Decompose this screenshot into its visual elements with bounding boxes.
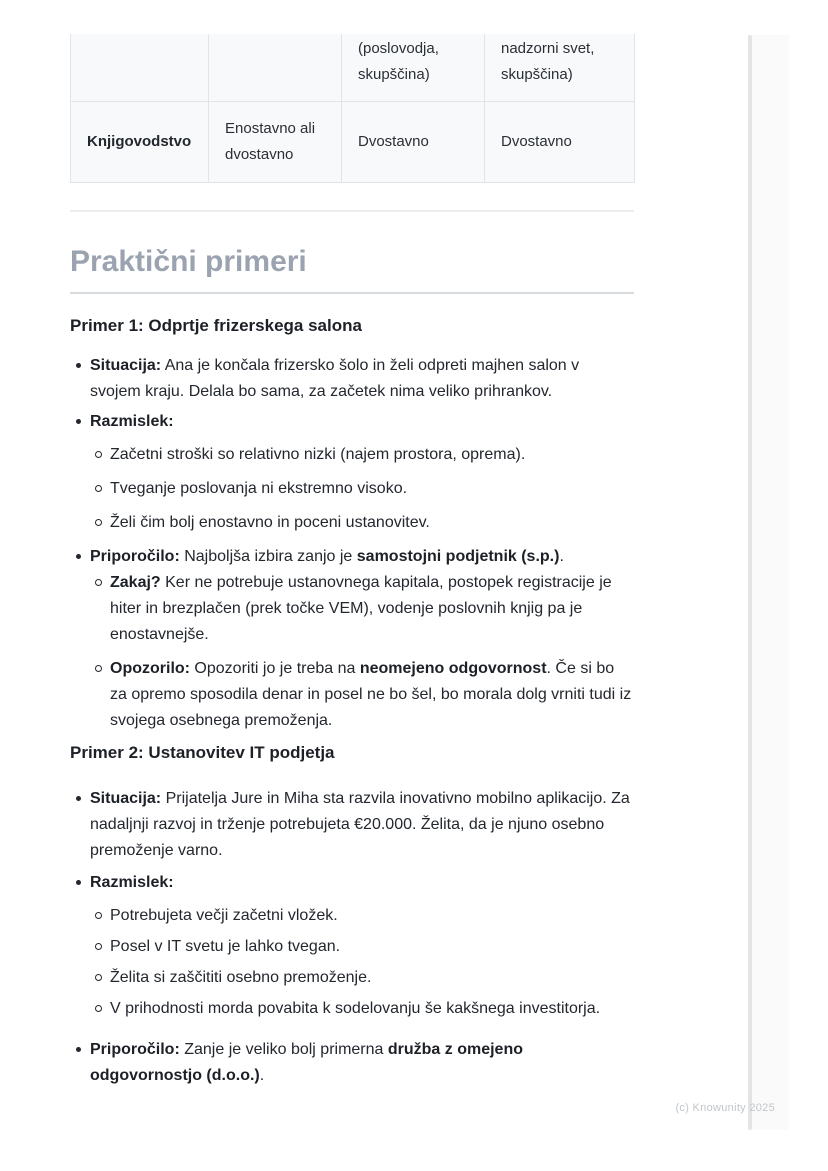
table-cell-header: Knjigovodstvo [71,101,209,182]
item-text: . Če si bo za opremo sposodila denar in posel ne bo šel, bo morala dolg vrniti tudi iz svojega osebnega premoženja. [110,659,632,729]
table-row-knjigovodstvo [71,101,635,182]
item-lead: Priporočilo: [90,1040,180,1058]
sub-list-item-opozorilo [90,656,634,734]
razmislek-sublist [90,442,634,536]
item-lead: Situacija: [90,789,162,807]
list-item-razmislek [70,870,634,1022]
table-cell: Enostavno ali dvostavno [209,101,342,182]
scrollbar-track[interactable] [752,35,789,1130]
item-text: Prijatelja Jure in Miha sta razvila inovativno mobilno aplikacijo. Za nadaljnji razvoj in trženje potrebujeta €20.000. Želita, da je njuno osebno premoženje varno. [90,789,630,859]
example-2-list [70,786,634,1089]
example-1-title: Primer 1: Odprtje frizerskega salona [70,315,362,335]
list-item-situacija [70,786,634,864]
item-lead: Priporočilo: [90,547,180,565]
item-text: . [559,547,564,565]
page-title: Praktični primeri [70,244,307,278]
item-text: Zanje je veliko bolj primerna [179,1040,388,1058]
item-text: . [259,1066,265,1084]
section-divider-under-title [70,292,634,294]
razmislek-sublist [90,903,634,1022]
list-item-situacija [70,353,634,405]
item-text: Najboljša izbira zanjo je [179,547,357,565]
example-1-list [70,353,634,734]
item-lead: Razmislek: [90,412,174,430]
scrollbar-thumb[interactable] [748,35,752,1130]
item-bold-text: družba z omejeno odgovornostjo (d.o.o.) [90,1040,523,1084]
item-text: Opozoriti jo je treba na [189,659,360,677]
item-lead: Zakaj? [110,573,161,591]
sub-list-item: Želita si zaščititi osebno premoženje. [90,965,634,991]
table-row-partial [71,34,635,101]
comparison-table [70,34,635,183]
table-cell [209,34,342,101]
item-text: Ana je končala frizersko šolo in želi odpreti majhen salon v svojem kraju. Delala bo sama, za začetek nima veliko prihrankov. [90,356,580,400]
item-bold-text: samostojni podjetnik (s.p.) [356,547,560,565]
sub-list-item: Tveganje poslovanja ni ekstremno visoko. [90,476,634,502]
item-lead: Opozorilo: [110,659,190,677]
priporocilo-sublist [90,570,634,734]
item-lead: Razmislek: [90,873,174,891]
sub-list-item: Začetni stroški so relativno nizki (najem prostora, oprema). [90,442,634,468]
list-item-priporocilo [70,544,634,734]
table-cell: Dvostavno [342,101,485,182]
footer-credit: (c) Knowunity 2025 [675,1102,775,1114]
example-2-title: Primer 2: Ustanovitev IT podjetja [70,742,335,762]
sub-list-item-zakaj [90,570,634,648]
table-cell: (poslovodja, skupščina) [342,34,485,101]
document-content [70,34,634,1089]
sub-list-item: V prihodnosti morda povabita k sodelovanju še kakšnega investitorja. [90,996,634,1022]
table-cell [71,34,209,101]
list-item-priporocilo [70,1037,634,1089]
item-bold-text: neomejeno odgovornost [359,659,547,677]
table-cell: Dvostavno [485,101,635,182]
section-divider-top [70,210,634,212]
list-item-razmislek [70,409,634,536]
sub-list-item: Želi čim bolj enostavno in poceni ustanovitev. [90,510,634,536]
sub-list-item: Potrebujeta večji začetni vložek. [90,903,634,929]
table-cell: nadzorni svet, skupščina) [485,34,635,101]
item-lead: Situacija: [90,356,162,374]
item-text: Ker ne potrebuje ustanovnega kapitala, postopek registracije je hiter in brezplačen (prek točke VEM), vodenje poslovnih knjig pa je enostavnejše. [110,573,612,643]
sub-list-item: Posel v IT svetu je lahko tvegan. [90,934,634,960]
